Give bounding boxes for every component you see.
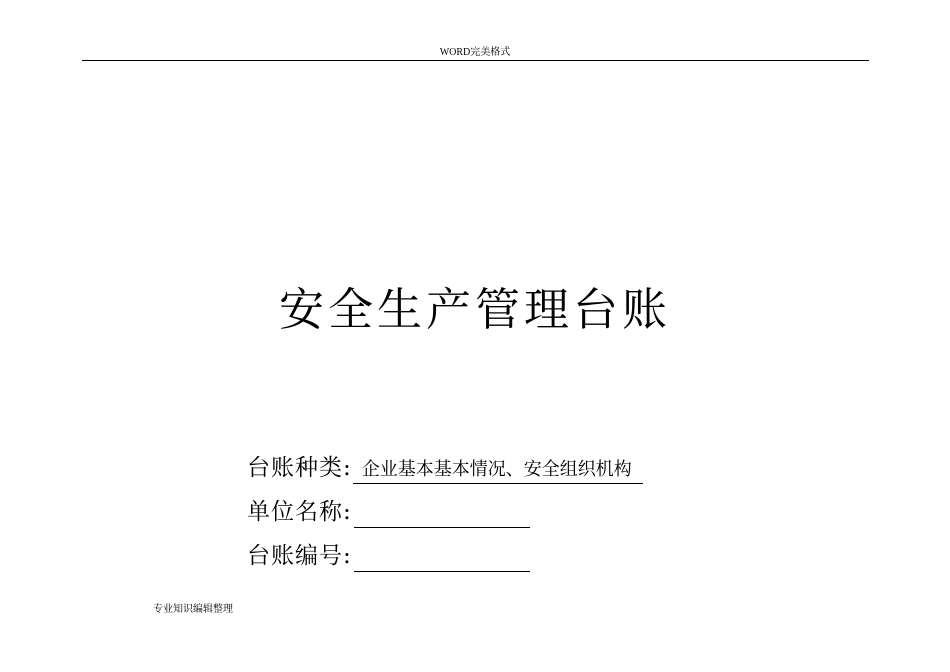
ledger-number-colon: : xyxy=(343,543,351,569)
ledger-type-field xyxy=(247,452,643,484)
ledger-number-label: 台账编号 xyxy=(247,543,343,569)
page-footer: 专业知识编辑整理 xyxy=(153,604,233,615)
unit-name-blank xyxy=(354,501,530,528)
header-divider xyxy=(82,60,869,61)
ledger-number-blank xyxy=(354,545,530,572)
ledger-type-value: 企业基本基本情况、安全组织机构 xyxy=(353,457,643,484)
header-text: WORD完美格式 xyxy=(439,47,511,58)
unit-name-colon: : xyxy=(343,499,351,525)
unit-name-field xyxy=(247,496,530,528)
ledger-type-label: 台账种类 xyxy=(247,455,343,481)
ledger-number-field xyxy=(247,540,530,572)
unit-name-label: 单位名称 xyxy=(247,499,343,525)
ledger-type-colon: : xyxy=(343,455,351,481)
document-title: 安全生产管理台账 xyxy=(278,283,671,336)
